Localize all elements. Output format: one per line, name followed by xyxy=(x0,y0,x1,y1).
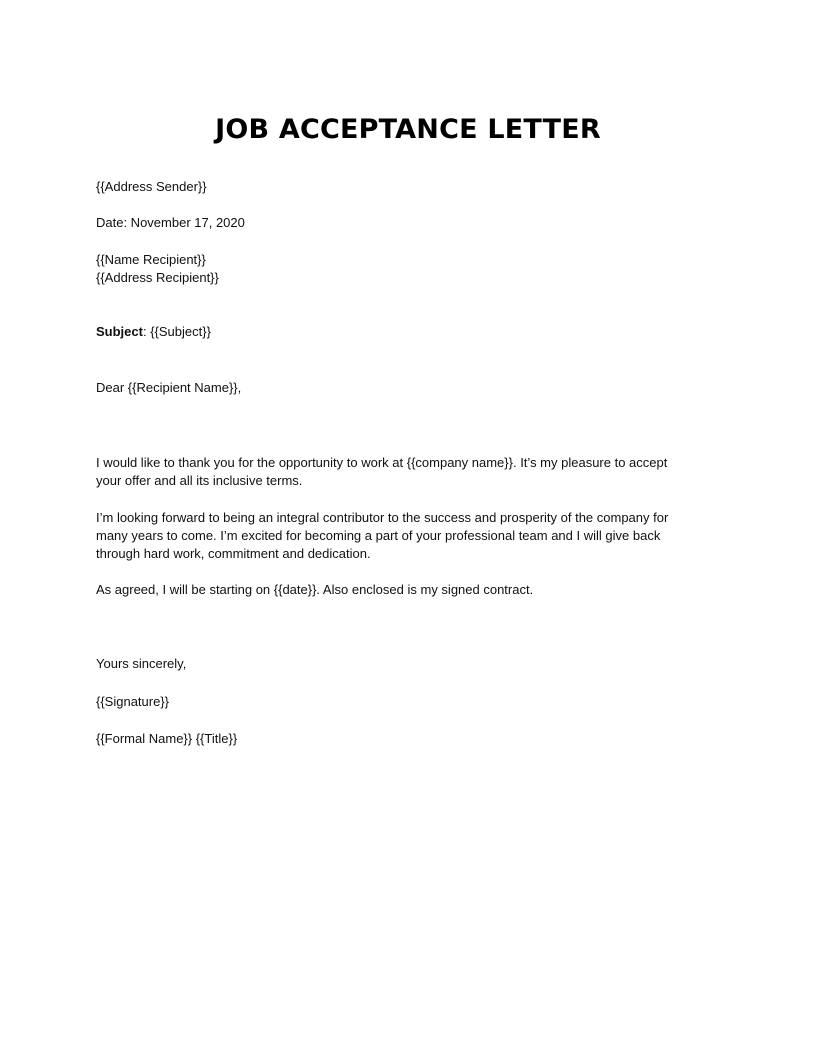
paragraph-line: through hard work, commitment and dedication. xyxy=(96,546,371,561)
paragraph-start-date: As agreed, I will be starting on {{date}}. Also enclosed is my signed contract. xyxy=(96,582,534,597)
letter-title: JOB ACCEPTANCE LETTER xyxy=(215,114,601,145)
paragraph-line: I’m looking forward to being an integral contributor to the success and prosperity of the company for xyxy=(96,510,669,525)
salutation: Dear {{Recipient Name}}, xyxy=(96,380,242,395)
subject-line xyxy=(96,323,726,341)
paragraph-thanks xyxy=(96,454,726,490)
subject-label: Subject xyxy=(96,324,143,339)
sender-address: {{Address Sender}} xyxy=(96,179,207,194)
subject-value: : {{Subject}} xyxy=(142,324,211,339)
signature-placeholder: {{Signature}} xyxy=(96,694,170,709)
letter-date: Date: November 17, 2020 xyxy=(96,215,245,230)
paragraph-line: your offer and all its inclusive terms. xyxy=(96,473,303,488)
paragraph-commitment xyxy=(96,509,726,563)
paragraph-line: I would like to thank you for the opportunity to work at {{company name}}. It’s my pleasure to accept xyxy=(96,455,668,470)
closing: Yours sincerely, xyxy=(96,656,187,671)
paragraph-line: many years to come. I’m excited for becoming a part of your professional team and I will give back xyxy=(96,528,661,543)
recipient-name: {{Name Recipient}} xyxy=(96,252,206,267)
recipient-address: {{Address Recipient}} xyxy=(96,270,219,285)
formal-name-title: {{Formal Name}} {{Title}} xyxy=(96,731,238,746)
